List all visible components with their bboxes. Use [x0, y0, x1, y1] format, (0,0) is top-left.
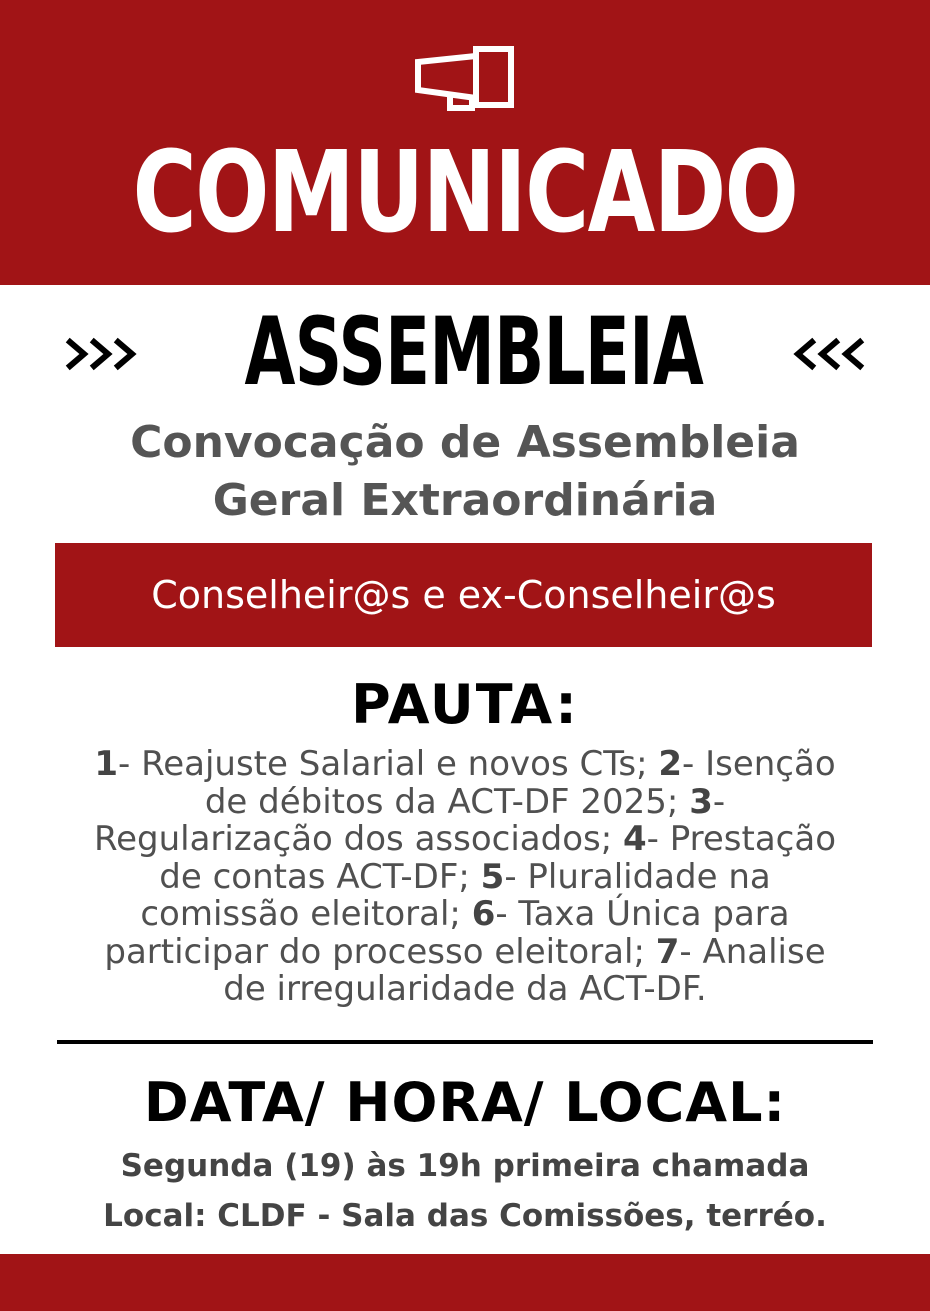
audience-banner: Conselheir@s e ex-Conselheir@s: [55, 543, 872, 647]
agenda-text: [40, 746, 890, 1009]
headline: ASSEMBLEIA: [244, 298, 704, 407]
agenda-line: [40, 856, 890, 897]
agenda-item-number: 1: [94, 744, 119, 784]
convocation-line-1: Convocação de Assembleia: [130, 417, 800, 468]
agenda-item-text: - Isenção: [682, 744, 836, 784]
schedule-heading: DATA/ HORA/ LOCAL:: [143, 1071, 787, 1134]
agenda-line: [40, 896, 890, 934]
megaphone-icon: [414, 44, 518, 114]
agenda-item-text: - Prestação: [646, 819, 836, 859]
agenda-line: [40, 821, 890, 859]
agenda-line: [40, 781, 890, 822]
agenda-heading: PAUTA:: [351, 673, 579, 736]
agenda-item-number: 5: [480, 856, 505, 897]
agenda-item-number: 2: [658, 744, 682, 784]
agenda-line: [40, 746, 890, 784]
schedule-when: Segunda (19) às 19h primeira chamada: [120, 1148, 810, 1184]
agenda-item-text: de contas ACT-DF;: [159, 856, 481, 897]
agenda-item-text: - Pluralidade na: [504, 856, 771, 897]
agenda-item-text: participar do processo eleitoral;: [104, 931, 656, 972]
agenda-item-text: Regularização dos associados;: [94, 819, 623, 859]
schedule-where: Local: CLDF - Sala das Comissões, terréo.: [103, 1198, 827, 1234]
agenda-item-text: - Reajuste Salarial e novos CTs;: [118, 744, 659, 784]
page-title: COMUNICADO: [132, 128, 798, 258]
chevrons-left-icon: [786, 334, 866, 374]
agenda-item-number: 3: [689, 781, 713, 822]
agenda-item-number: 7: [655, 931, 680, 972]
chevrons-right-icon: [64, 334, 144, 374]
agenda-item-text: - Taxa Única para: [495, 894, 790, 934]
bottom-bar: [0, 1254, 930, 1311]
agenda-item-number: 6: [471, 894, 496, 934]
agenda-item-text: de débitos da ACT-DF 2025;: [204, 781, 690, 822]
agenda-item-text: -: [712, 781, 726, 822]
agenda-item-text: de irregularidade da ACT-DF.: [223, 969, 707, 1009]
convocation-title: [0, 414, 930, 530]
agenda-item-number: 4: [622, 819, 647, 859]
agenda-item-text: comissão eleitoral;: [140, 894, 472, 934]
agenda-line: [40, 971, 890, 1009]
convocation-line-2: Geral Extraordinária: [212, 475, 718, 526]
agenda-item-text: - Analise: [679, 931, 826, 972]
agenda-line: [40, 931, 890, 972]
divider: [57, 1040, 873, 1044]
top-banner: [0, 0, 930, 285]
